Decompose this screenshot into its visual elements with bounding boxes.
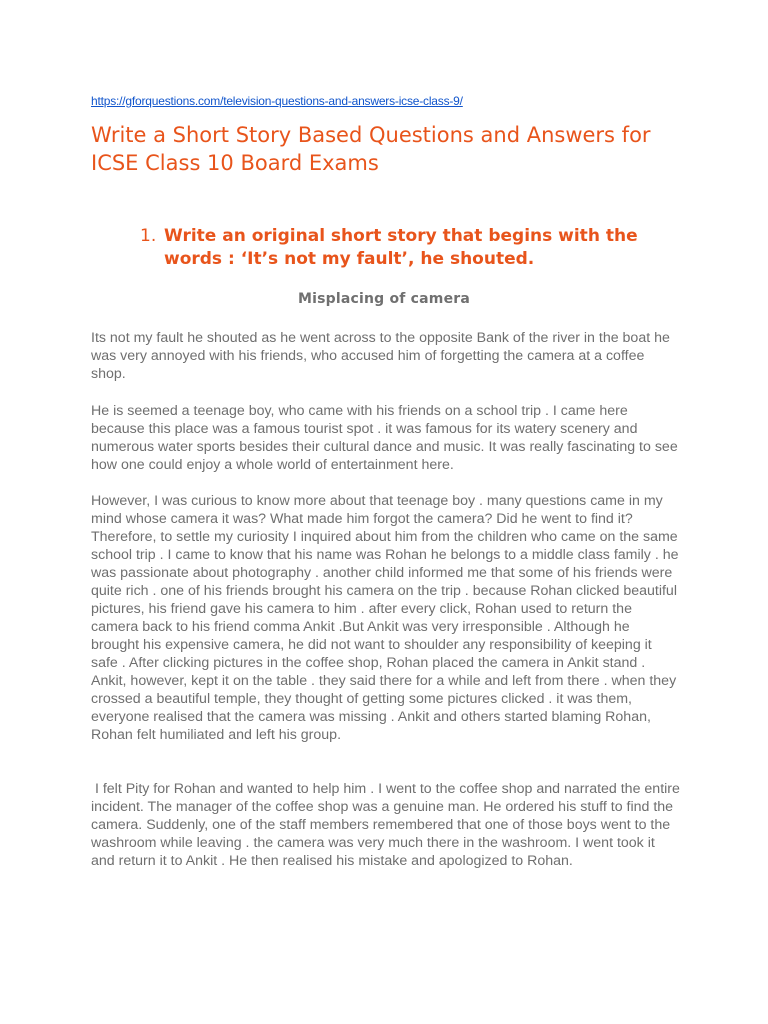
story-paragraph: Its not my fault he shouted as he went across to the opposite Bank of the river in the boat he was very annoyed with his friends, who accused him of forgetting the camera at a coffee shop. — [91, 330, 670, 382]
question-number: 1. — [140, 226, 157, 246]
source-link[interactable]: https://gforquestions.com/television-questions-and-answers-icse-class-9/ — [91, 94, 463, 108]
question-item — [140, 225, 680, 271]
story-title: Misplacing of camera — [297, 291, 471, 307]
story-paragraph: He is seemed a teenage boy, who came with his friends on a school trip . I came here because this place was a famous tourist spot . it was famous for its watery scenery and numerous water sports besides their cultural dance and music. It was really fascinating to see how one could enjoy a whole world of entertainment here. — [91, 403, 678, 473]
story-paragraph: However, I was curious to know more about that teenage boy . many questions came in my mind whose camera it was? What made him forgot the camera? Did he went to find it? Therefore, to settle my curiosity I inquired about him from the children who came on the same school trip . I came to know that his name was Rohan he belongs to a middle class family . he was passionate about photography . another child informed me that some of his friends were quite rich . one of his friends brought his camera on the trip . because Rohan clicked beautiful pictures, his friend gave his camera to him . after every click, Rohan used to return the camera back to his friend comma Ankit .But Ankit was very irresponsible . Although he brought his expensive camera, he did not want to shoulder any responsibility of keeping it safe . After clicking pictures in the coffee shop, Rohan placed the camera in Ankit stand . Ankit, however, kept it on the table . they said there for a while and left from there . when they crossed a beautiful temple, they thought of getting some pictures clicked . it was them, everyone realised that the camera was missing . Ankit and others started blaming Rohan, Rohan felt humiliated and left his group. — [91, 493, 679, 743]
story-paragraph: I felt Pity for Rohan and wanted to help him . I went to the coffee shop and narrated the entire incident. The manager of the coffee shop was a genuine man. He ordered his stuff to find the camera. Suddenly, one of the staff members remembered that one of those boys went to the washroom while leaving . the camera was very much there in the washroom. I went took it and return it to Ankit . He then realised his mistake and apologized to Rohan. — [91, 781, 684, 869]
document-title: Write a Short Story Based Questions and Answers for ICSE Class 10 Board Exams — [91, 123, 651, 175]
question-text: Write an original short story that begins with the words : ‘It’s not my fault’, he shouted. — [164, 226, 638, 269]
